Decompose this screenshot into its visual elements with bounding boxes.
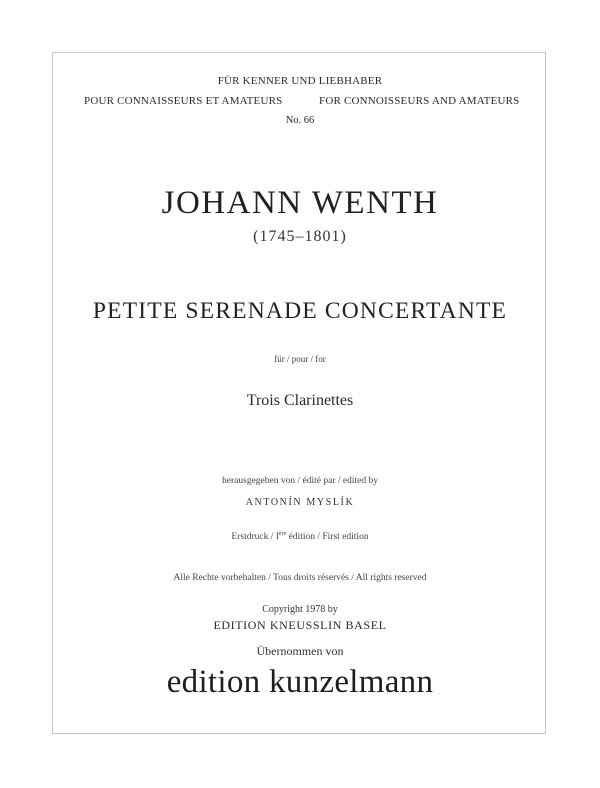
editor-name: ANTONÍN MYSLÍK xyxy=(245,497,355,508)
work-title: PETITE SERENADE CONCERTANTE xyxy=(92,298,508,324)
edition-info xyxy=(0,531,600,542)
series-number: No. 66 xyxy=(285,115,315,126)
composer-name: JOHANN WENTH xyxy=(161,185,439,221)
taken-over-label: Übernommen von xyxy=(256,644,344,658)
series-title-english: FOR CONNOISSEURS AND AMATEURS xyxy=(319,95,520,107)
current-publisher-logo: edition kunzelmann xyxy=(166,664,434,700)
composer-dates: (1745–1801) xyxy=(253,228,347,245)
series-title-french: POUR CONNAISSEURS ET AMATEURS xyxy=(84,95,283,107)
instrumentation: Trois Clarinettes xyxy=(246,392,354,409)
editor-label: herausgegeben von / édité par / edited by xyxy=(222,476,378,486)
edition-info-prefix: Erstdruck / I xyxy=(231,532,279,542)
copyright-line: Copyright 1978 by xyxy=(262,604,338,615)
rights-notice: Alle Rechte vorbehalten / Tous droits réservés / All rights reserved xyxy=(173,573,427,583)
original-publisher: EDITION KNEUSSLIN BASEL xyxy=(213,618,387,632)
edition-info-superscript: ère xyxy=(278,531,287,537)
edition-info-suffix: édition / First edition xyxy=(286,532,369,542)
series-title-german: FÜR KENNER UND LIEBHABER xyxy=(217,75,383,87)
for-label: für / pour / for xyxy=(274,354,326,364)
